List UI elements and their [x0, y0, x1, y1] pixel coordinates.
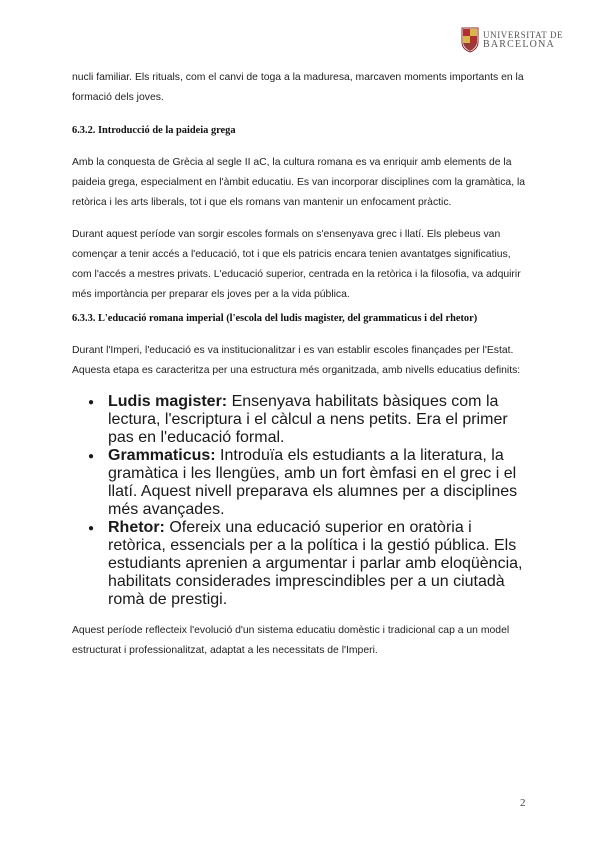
list-item-term: Rhetor: [108, 519, 165, 536]
paragraph-paideia-1: Amb la conquesta de Grècia al segle II aC, la cultura romana es va enriquir amb elements de la paideia grega, especialment en l'àmbit educatiu. Es van incorporar disciplines com la gramàtica, la retòrica i les arts liberals, tot i que els romans van mantenir un enfocament pràctic. [72, 157, 526, 208]
section-heading-paideia: 6.3.2. Introducció de la paideia grega [72, 125, 236, 136]
bullet-icon: ● [88, 397, 95, 408]
closing-paragraph: Aquest període reflecteix l'evolució d'un sistema educatiu domèstic i tradicional cap a un model estructurat i professionalitzat, adaptat a les necessitats de l'Imperi. [72, 625, 510, 656]
list-item-text: Ofereix una educació superior en oratòria i retòrica, essencials per a la política i la gestió pública. Els estudiants aprenien a argumentar i parlar amb eloqüència, habilitats considerades imprescindibles per a un ciutadà romà de prestigi. [108, 519, 523, 608]
page-number: 2 [520, 797, 526, 809]
list-item [72, 447, 532, 519]
logo-line-2: BARCELONA [483, 39, 555, 50]
university-logo [461, 24, 579, 56]
document-body [72, 68, 532, 661]
list-item-term: Grammaticus: [108, 447, 216, 464]
list-item-text: Introduïa els estudiants a la literatura, la gramàtica i les llengües, amb un fort èmfasi en el grec i el llatí. Aquest nivell preparava els alumnes per a disciplines més avançades. [108, 447, 518, 518]
paragraph-imperial-1: Durant l'Imperi, l'educació es va institucionalitzar i es van establir escoles finançades per l'Estat. Aquesta etapa es caracteritza per una estructura més organitzada, amb nivells educatius definits: [72, 345, 521, 376]
list-item-text: Ensenyava habilitats bàsiques com la lectura, l'escriptura i el càlcul a nens petits. Era el primer pas en l'educació formal. [108, 393, 508, 446]
section-heading-imperial: 6.3.3. L'educació romana imperial (l'escola del ludis magister, del grammaticus i del rhetor) [72, 313, 478, 324]
university-shield-icon [461, 27, 479, 53]
education-levels-list [72, 393, 532, 609]
paragraph-paideia-2: Durant aquest període van sorgir escoles formals on s'ensenyava grec i llatí. Els plebeus van començar a tenir accés a l'educació, tot i que els patricis encara tenien avantatges significatius, com l'accés a mestres privats. L'educació superior, centrada en la retòrica i la filosofia, va adquirir més importància per preparar els joves per a la vida pública. [72, 229, 521, 300]
list-item [72, 393, 532, 447]
bullet-icon: ● [88, 523, 95, 534]
intro-paragraph: nucli familiar. Els rituals, com el canvi de toga a la maduresa, marcaven moments importants en la formació dels joves. [72, 72, 524, 103]
list-item [72, 519, 532, 609]
list-item-term: Ludis magister: [108, 393, 228, 410]
logo-line-1: UNIVERSITAT DE [483, 30, 564, 40]
bullet-icon: ● [88, 451, 95, 462]
